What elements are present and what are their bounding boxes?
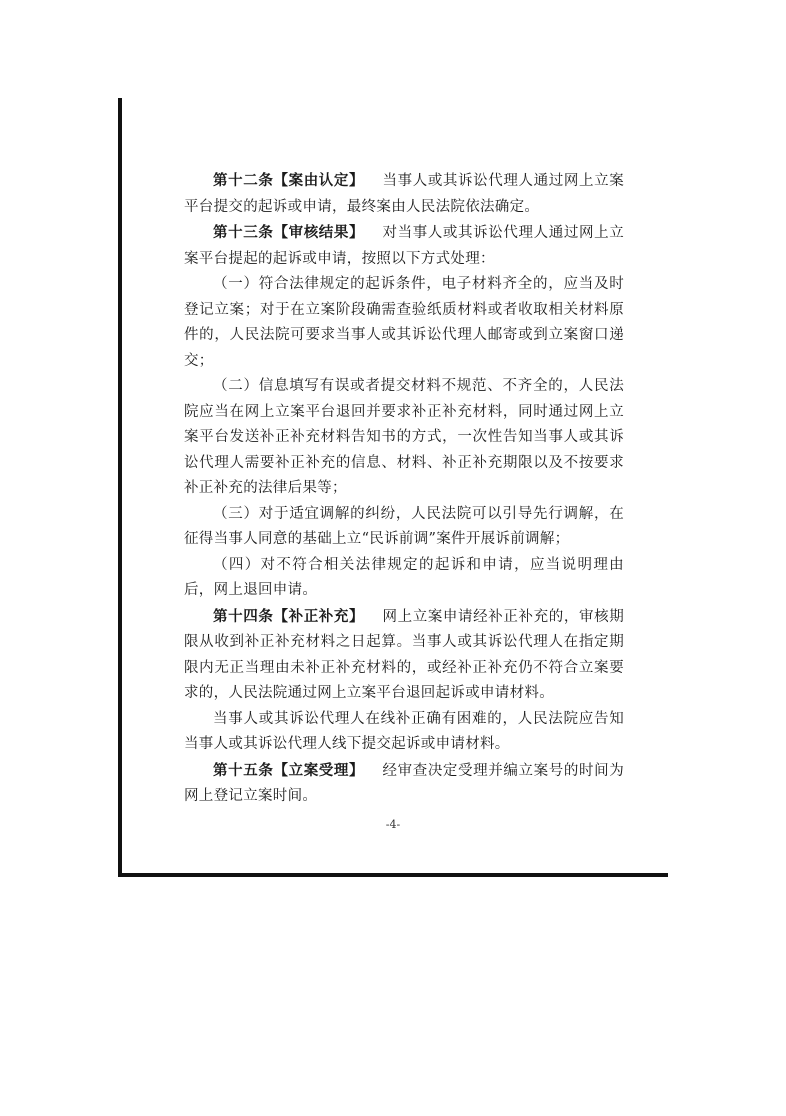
article-14-text-2: 当事人或其诉讼代理人在线补正确有困难的，人民法院应告知当事人或其诉讼代理人线下提交起诉或申请材料。: [184, 710, 624, 752]
article-12-text: 当事人或其诉讼代理人通过网上立案平台提交的起诉或申请，最终案由人民法院依法确定。: [184, 173, 624, 215]
article-15-paragraph: [184, 758, 624, 810]
article-13-item-2: [184, 374, 624, 502]
article-12-paragraph: [184, 168, 624, 220]
page-number: -4-: [385, 818, 401, 831]
article-15-text: 经审查决定受理并编立案号的时间为网上登记立案时间。: [184, 762, 624, 804]
article-13-text: 对当事人或其诉讼代理人通过网上立案平台提起的起诉或申请，按照以下方式处理：: [184, 225, 624, 267]
article-13-paragraph: [184, 220, 624, 272]
document-body: [184, 168, 624, 810]
article-13-item-3: [184, 502, 624, 553]
article-13-item-1: [184, 272, 624, 374]
article-13-heading: 第十三条【审核结果】: [213, 224, 365, 241]
article-13-item-1-text: （一）符合法律规定的起诉条件，电子材料齐全的，应当及时登记立案；对于在立案阶段确需查验纸质材料或者收取相关材料原件的，人民法院可要求当事人或其诉讼代理人邮寄或到立案窗口递交；: [184, 276, 624, 369]
article-12-heading: 第十二条【案由认定】: [213, 172, 365, 189]
page-border-left: [118, 98, 122, 877]
article-14-text: 网上立案申请经补正补充的，审核期限从收到补正补充材料之日起算。当事人或其诉讼代理人在指定期限内无正当理由未补正补充材料的，或经补正补充仍不符合立案要求的，人民法院通过网上立案平台退回起诉或申请材料。: [184, 608, 624, 701]
page-border-bottom: [118, 873, 668, 877]
article-14-paragraph-2: [184, 707, 624, 758]
article-15-heading: 第十五条【立案受理】: [213, 761, 365, 779]
article-14-heading: 第十四条【补正补充】: [213, 607, 365, 625]
article-13-item-2-text: （二）信息填写有误或者提交材料不规范、不齐全的，人民法院应当在网上立案平台退回并要求补正补充材料，同时通过网上立案平台发送补正补充材料告知书的方式，一次性告知当事人或其诉讼代理人需要补正补充的信息、材料、补正补充期限以及不按要求补正补充的法律后果等；: [184, 378, 624, 496]
article-13-item-4: [184, 553, 624, 604]
article-14-paragraph: [184, 604, 624, 707]
article-13-item-4-text: （四）对不符合相关法律规定的起诉和申请，应当说明理由后，网上退回申请。: [184, 556, 624, 598]
article-13-item-3-text: （三）对于适宜调解的纠纷，人民法院可以引导先行调解，在征得当事人同意的基础上立“民诉前调”案件开展诉前调解；: [184, 505, 624, 547]
